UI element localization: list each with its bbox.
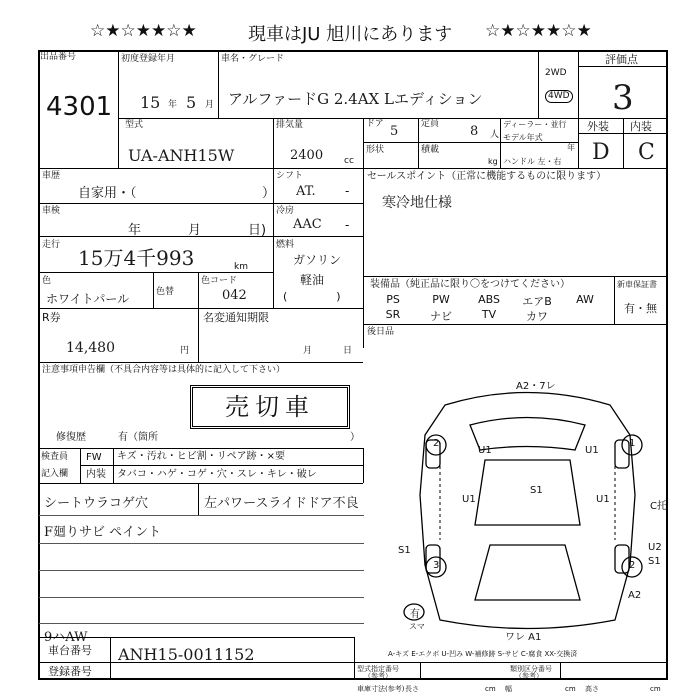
warranty-value: 有・無 xyxy=(624,302,657,315)
model-no-label: 型式指定番号 xyxy=(357,665,399,673)
fuel-paren: ( ) xyxy=(283,290,341,303)
registration-month-unit: 月 xyxy=(205,100,215,110)
garage-length-cm: cm xyxy=(485,685,496,693)
shape-label: 形状 xyxy=(366,145,385,155)
color-code-label: 色コード xyxy=(201,276,238,286)
remark-line-3: F廻りサビ ペイント xyxy=(44,525,162,540)
check-row-1: キズ・汚れ・ヒビ割・リペア跡・×要 xyxy=(117,451,285,462)
car-name-value: アルファードG 2.4AX Lエディション xyxy=(228,90,483,108)
equipment-item: ABS xyxy=(478,293,500,306)
history-value: 自家用・（ xyxy=(78,186,137,201)
garage-dims-label: 車庫寸法(参考) xyxy=(357,685,405,693)
diagram-u-fr: U1 xyxy=(585,445,599,456)
garage-height: 高さ xyxy=(585,685,599,693)
model-no-ref: （参考） xyxy=(364,672,392,680)
chassis-value: ANH15-0011152 xyxy=(118,645,255,664)
doors-value: 5 xyxy=(390,124,399,139)
garage-width-cm: cm xyxy=(565,685,576,693)
car-name-label: 車名・グレード xyxy=(221,54,285,64)
model-value: UA-ANH15W xyxy=(128,146,235,165)
color-label: 色 xyxy=(42,276,52,286)
repair-label: 修復歴 xyxy=(56,432,86,443)
diagram-n2b: 2 xyxy=(629,560,636,571)
grade-int-label: 内装 xyxy=(630,120,652,133)
capacity-unit: 人 xyxy=(490,130,500,140)
lot-label: 出品番号 xyxy=(40,52,77,62)
equipment-row-1 xyxy=(370,293,610,307)
diagram-n3: 3 xyxy=(433,560,440,571)
inspection-label: 車検 xyxy=(42,206,61,216)
aircon-dash: - xyxy=(345,218,350,232)
remark-line-1: シートウラコゲ穴 xyxy=(44,496,149,511)
plate-label: 登録番号 xyxy=(48,665,92,678)
diagram-suma: スマ xyxy=(409,622,425,631)
model-label: 型式 xyxy=(125,120,144,130)
sales-points-value: 寒冷地仕様 xyxy=(382,195,452,211)
equipment-label: 装備品（純正品に限り〇をつけてください） xyxy=(370,279,570,290)
car-body-outline xyxy=(420,393,635,629)
grade-int-value: C xyxy=(638,140,655,165)
recycle-label: R券 xyxy=(42,311,61,324)
history-close: ） xyxy=(262,186,276,201)
inspection-year: 年 xyxy=(128,223,142,238)
equipment-item: AW xyxy=(576,293,594,306)
diagram-l2: 2 xyxy=(433,438,440,449)
capacity-label: 定員 xyxy=(421,119,440,129)
diagram-u2: U2 xyxy=(648,542,662,553)
rear-seat-label: 後日品 xyxy=(367,327,395,337)
fuel-gas: ガソリン xyxy=(293,253,342,267)
class-no-label: 類別区分番号 xyxy=(510,665,552,673)
equipment-item: PW xyxy=(432,293,450,306)
notes-label: 注意事項申告欄（不具合内容等は具体的に記入して下さい） xyxy=(42,365,286,375)
shift-value: AT. xyxy=(296,184,316,199)
shift-dash: - xyxy=(345,184,350,198)
equipment-row-2 xyxy=(370,308,610,322)
fuel-diesel: 軽油 xyxy=(300,273,325,287)
diagram-c-right: C托 xyxy=(650,501,667,512)
grade-ext-value: D xyxy=(592,140,610,165)
mileage-value: 15万4千993 xyxy=(78,246,195,270)
garage-width: 幅 xyxy=(505,685,512,693)
registration-year-unit: 年 xyxy=(168,100,178,110)
check-row-2: タバコ・ハゲ・コゲ・穴・スレ・キレ・破レ xyxy=(117,469,317,480)
diagram-top: A2・7レ xyxy=(516,381,556,392)
check-inspector: 検査員 xyxy=(41,452,69,462)
check-interior: 内装 xyxy=(86,469,106,480)
diagram-bottom: ワレ A1 xyxy=(505,632,542,643)
aircon-label: 冷房 xyxy=(276,206,295,216)
color-change-label: 色替 xyxy=(156,287,175,297)
diagram-a2: A2 xyxy=(628,590,642,601)
color-code-value: 042 xyxy=(222,288,247,303)
mileage-label: 走行 xyxy=(42,240,61,250)
garage-length: 長さ xyxy=(405,685,419,693)
check-fw: FW xyxy=(86,452,102,463)
model-year-label: モデル年式 xyxy=(503,133,543,142)
repair-close: ） xyxy=(350,432,360,443)
sales-points-label: セールスポイント（正常に機能するものに限ります） xyxy=(367,171,607,182)
registration-month: 5 xyxy=(186,93,197,112)
repair-value: 有（箇所 xyxy=(118,432,158,443)
displacement-label: 排気量 xyxy=(276,120,304,130)
dealer-label: ディーラー・並行 xyxy=(503,120,567,129)
handle-label: ハンドル 左・右 xyxy=(503,157,562,166)
header-notice: 現車はJU 旭川にあります xyxy=(248,24,453,45)
header-stars-right: ☆★☆★★☆★ xyxy=(485,21,592,41)
diagram-s1r: S1 xyxy=(648,556,661,567)
header-stars-left: ☆★☆★★☆★ xyxy=(90,21,197,41)
score-value: 3 xyxy=(612,78,634,118)
diagram-owner: 有 xyxy=(410,609,420,620)
capacity-value: 8 xyxy=(470,124,479,139)
diagram-s-left: S1 xyxy=(398,545,411,556)
inspection-month: 月 xyxy=(188,223,202,238)
recycle-value: 14,480 xyxy=(66,340,115,356)
name-change-day: 日 xyxy=(343,346,353,356)
warranty-label: 新車保証書 xyxy=(617,280,657,289)
diagram-u-right: U1 xyxy=(596,494,610,505)
remark-line-4: 9ハAW xyxy=(44,630,88,645)
inspection-day: 日) xyxy=(248,223,267,238)
rear-window-outline xyxy=(475,545,580,600)
diagram-s-roof: S1 xyxy=(530,485,543,496)
color-value: ホワイトパール xyxy=(46,292,130,306)
diagram-u-left: U1 xyxy=(462,494,476,505)
equipment-item: カワ xyxy=(526,310,548,323)
recycle-unit: 円 xyxy=(180,346,190,356)
equipment-item: エアB xyxy=(522,295,552,308)
garage-height-cm: cm xyxy=(650,685,661,693)
load-label: 積載 xyxy=(421,145,440,155)
fuel-label: 燃料 xyxy=(276,240,295,250)
diagram-r1: 1 xyxy=(629,438,636,449)
history-label: 車歴 xyxy=(42,171,61,181)
load-unit: kg xyxy=(488,157,498,166)
model-year-unit: 年 xyxy=(567,143,575,152)
check-entry: 記入欄 xyxy=(41,469,69,479)
doors-label: ドア xyxy=(366,119,384,129)
displacement-unit: cc xyxy=(344,156,354,166)
registration-label: 初度登録年月 xyxy=(121,54,176,64)
drive-4wd: 4WD xyxy=(545,90,573,103)
diagram-u-fl: U1 xyxy=(478,445,492,456)
aircon-value: AAC xyxy=(293,217,322,232)
displacement-value: 2400 xyxy=(290,148,324,163)
class-no-ref: （参考） xyxy=(515,672,543,680)
chassis-label: 車台番号 xyxy=(48,644,92,657)
damage-legend: A-キズ E-エクボ U-凹み W-補修跡 S-サビ C-腐食 XX-交換済 xyxy=(388,650,578,658)
shift-label: シフト xyxy=(276,171,304,181)
car-diagram xyxy=(390,375,665,645)
remark-line-2: 左パワースライドドア不良 xyxy=(204,496,359,511)
mileage-unit: km xyxy=(234,262,248,272)
name-change-month: 月 xyxy=(303,346,313,356)
notes-stamp: 売切車 xyxy=(190,385,350,429)
registration-year: 15 xyxy=(140,93,161,112)
equipment-item: SR xyxy=(385,308,401,321)
grade-ext-label: 外装 xyxy=(587,120,609,133)
name-change-label: 名変通知期限 xyxy=(203,311,269,324)
equipment-item: TV xyxy=(481,308,497,321)
lot-number: 4301 xyxy=(46,92,113,122)
equipment-item: ナビ xyxy=(430,310,452,323)
score-label: 評価点 xyxy=(605,53,638,66)
drive-2wd: 2WD xyxy=(545,68,567,78)
equipment-item: PS xyxy=(386,293,400,306)
roof-outline xyxy=(475,460,580,525)
